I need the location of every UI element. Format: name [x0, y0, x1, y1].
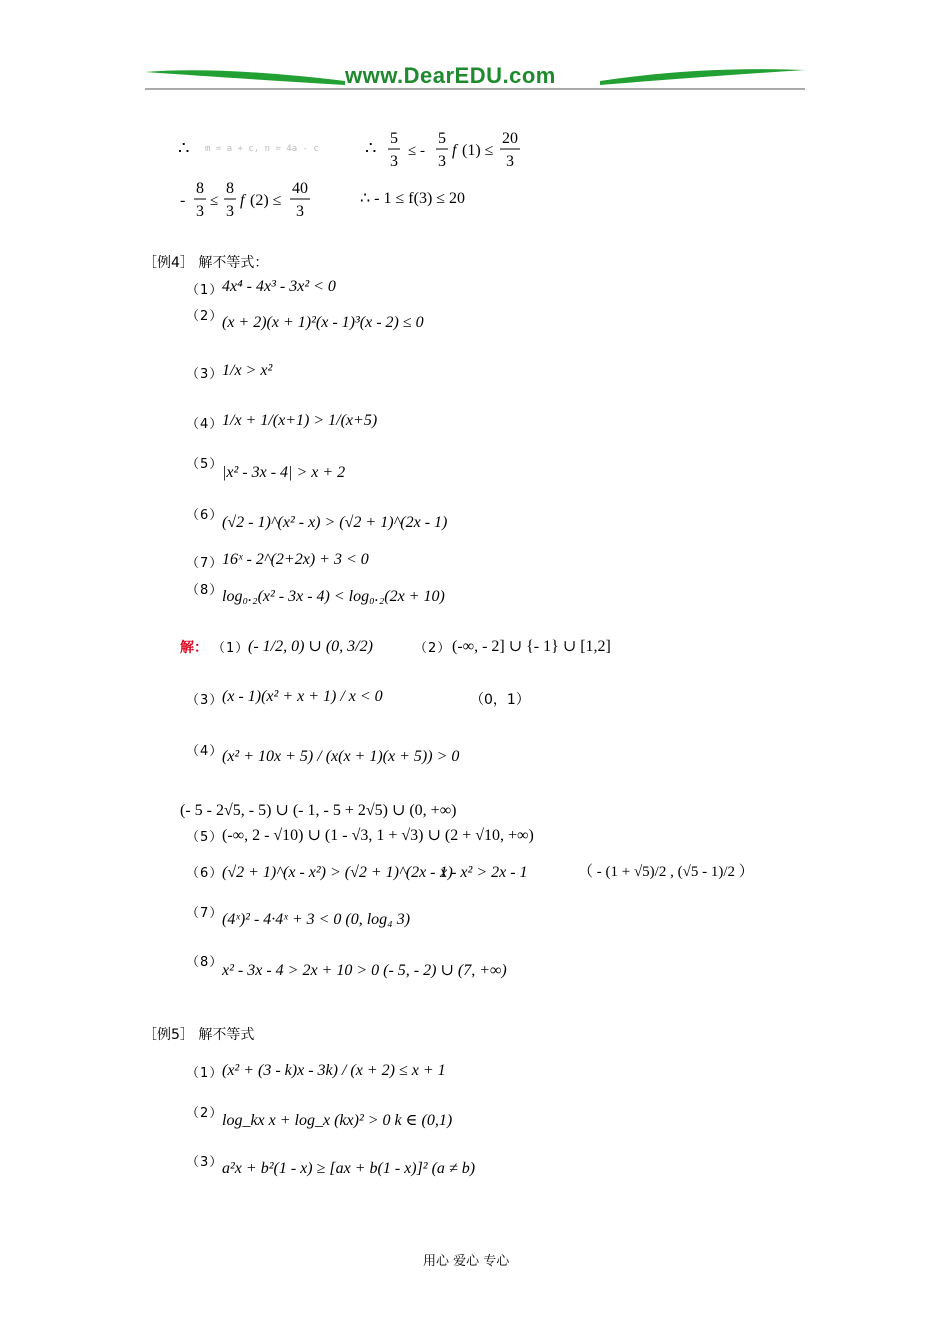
ex4-item-7-expr: 16ˣ - 2^(2+2x) + 3 < 0: [222, 551, 369, 568]
ex4-item-4-label: （4）: [186, 417, 224, 432]
ex5-item-1-expr: (x² + (3 - k)x - 3k) / (x + 2) ≤ x + 1: [222, 1062, 446, 1079]
sol-6a: (√2 + 1)^(x - x²) > (√2 + 1)^(2x - 1): [222, 864, 453, 881]
sol-7-label: （7）: [186, 906, 224, 921]
sol-4-label: （4）: [186, 744, 224, 759]
svg-text:8: 8: [196, 180, 204, 197]
svg-text:-: -: [180, 192, 186, 209]
svg-text:f: f: [452, 142, 457, 159]
ex4-item-3-label: （3）: [186, 367, 224, 382]
sol-3-answer: （0，1）: [470, 692, 530, 708]
sol-4: (x² + 10x + 5) / (x(x + 1)(x + 5)) > 0: [222, 748, 460, 765]
example-4-title: ［例4］ 解不等式：: [143, 255, 269, 271]
sol-3: (x - 1)(x² + x + 1) / x < 0: [222, 688, 383, 705]
ex5-item-1-label: （1）: [186, 1066, 224, 1081]
ex4-item-1-label: （1）: [186, 283, 224, 298]
sol-8-label: （8）: [186, 955, 224, 970]
ex4-item-5-expr: |x² - 3x - 4| > x + 2: [222, 464, 346, 481]
solution-prefix: 解：: [180, 640, 208, 656]
ex4-item-8-expr: log₀.₂(x² - 3x - 4) < log₀.₂(2x + 10): [222, 588, 445, 605]
svg-text:3: 3: [506, 153, 514, 170]
svg-text:≤ -: ≤ -: [408, 143, 425, 159]
svg-text:8: 8: [226, 180, 234, 197]
svg-text:(1) ≤: (1) ≤: [462, 142, 494, 159]
ex4-item-6-expr: (√2 - 1)^(x² - x) > (√2 + 1)^(2x - 1): [222, 514, 448, 531]
top-line-1-math: [388, 126, 538, 174]
ex4-item-3-expr: 1/x > x²: [222, 362, 273, 379]
sol-8: x² - 3x - 4 > 2x + 10 > 0 (- 5, - 2) ∪ (7, +∞): [222, 962, 507, 979]
ex4-item-5-label: （5）: [186, 457, 224, 472]
ex5-item-2-expr: log_kx x + log_x (kx)² > 0 k ∈ (0,1): [222, 1112, 453, 1129]
sol-3-label: （3）: [186, 693, 224, 708]
ex5-item-3-label: （3）: [186, 1155, 224, 1170]
svg-text:5: 5: [438, 130, 446, 147]
svg-text:20: 20: [502, 130, 518, 147]
ex4-item-8-label: （8）: [186, 583, 224, 598]
page-footer: 用心 爱心 专心: [423, 1254, 510, 1269]
sol-7: (4ˣ)² - 4·4ˣ + 3 < 0 (0, log₄ 3): [222, 911, 411, 928]
ex4-item-2-expr: (x + 2)(x + 1)²(x - 1)³(x - 2) ≤ 0: [222, 314, 424, 331]
svg-text:3: 3: [438, 153, 446, 170]
site-logo-text: www.DearEDU.com: [345, 63, 556, 88]
sol-6c: （ - (1 + √5)/2 , (√5 - 1)/2 ）: [578, 864, 754, 880]
sol-6-label: （6）: [186, 866, 224, 881]
sol-1-label: （1）: [212, 641, 250, 656]
ex4-item-2-label: （2）: [186, 309, 224, 324]
sol-2: (-∞, - 2] ∪ {- 1} ∪ [1,2]: [452, 638, 611, 655]
svg-text:5: 5: [390, 130, 398, 147]
sol-5: (-∞, 2 - √10) ∪ (1 - √3, 1 + √3) ∪ (2 + √10, +∞): [222, 827, 534, 844]
svg-text:(2) ≤: (2) ≤: [250, 192, 282, 209]
svg-text:≤: ≤: [210, 193, 219, 209]
ex4-item-4-expr: 1/x + 1/(x+1) > 1/(x+5): [222, 412, 378, 429]
therefore-symbol: ∴: [178, 138, 190, 158]
ex4-item-7-label: （7）: [186, 556, 224, 571]
sol-5-label: （5）: [186, 830, 224, 845]
ex4-item-6-label: （6）: [186, 508, 224, 523]
svg-text:f: f: [240, 192, 245, 209]
top-line-2-math: [178, 176, 328, 224]
example-5-title: ［例5］ 解不等式: [143, 1027, 255, 1043]
svg-text:3: 3: [196, 203, 204, 220]
svg-text:3: 3: [226, 203, 234, 220]
sol-6b: x - x² > 2x - 1: [440, 864, 528, 881]
top-line-2b: ∴ - 1 ≤ f(3) ≤ 20: [360, 190, 466, 207]
sol-4-answer: (- 5 - 2√5, - 5) ∪ (- 1, - 5 + 2√5) ∪ (0, +∞): [180, 802, 457, 819]
sol-2-label: （2）: [414, 641, 452, 656]
svg-text:40: 40: [292, 180, 308, 197]
ex5-item-2-label: （2）: [186, 1106, 224, 1121]
svg-text:3: 3: [390, 153, 398, 170]
svg-text:3: 3: [296, 203, 304, 220]
ex5-item-3-expr: a²x + b²(1 - x) ≥ [ax + b(1 - x)]² (a ≠ b): [222, 1160, 476, 1177]
sol-1: (- 1/2, 0) ∪ (0, 3/2): [248, 638, 373, 655]
ex4-item-1-expr: 4x⁴ - 4x³ - 3x² < 0: [222, 278, 336, 295]
blurred-formula: m = a + c, n = 4a - c: [205, 144, 319, 154]
